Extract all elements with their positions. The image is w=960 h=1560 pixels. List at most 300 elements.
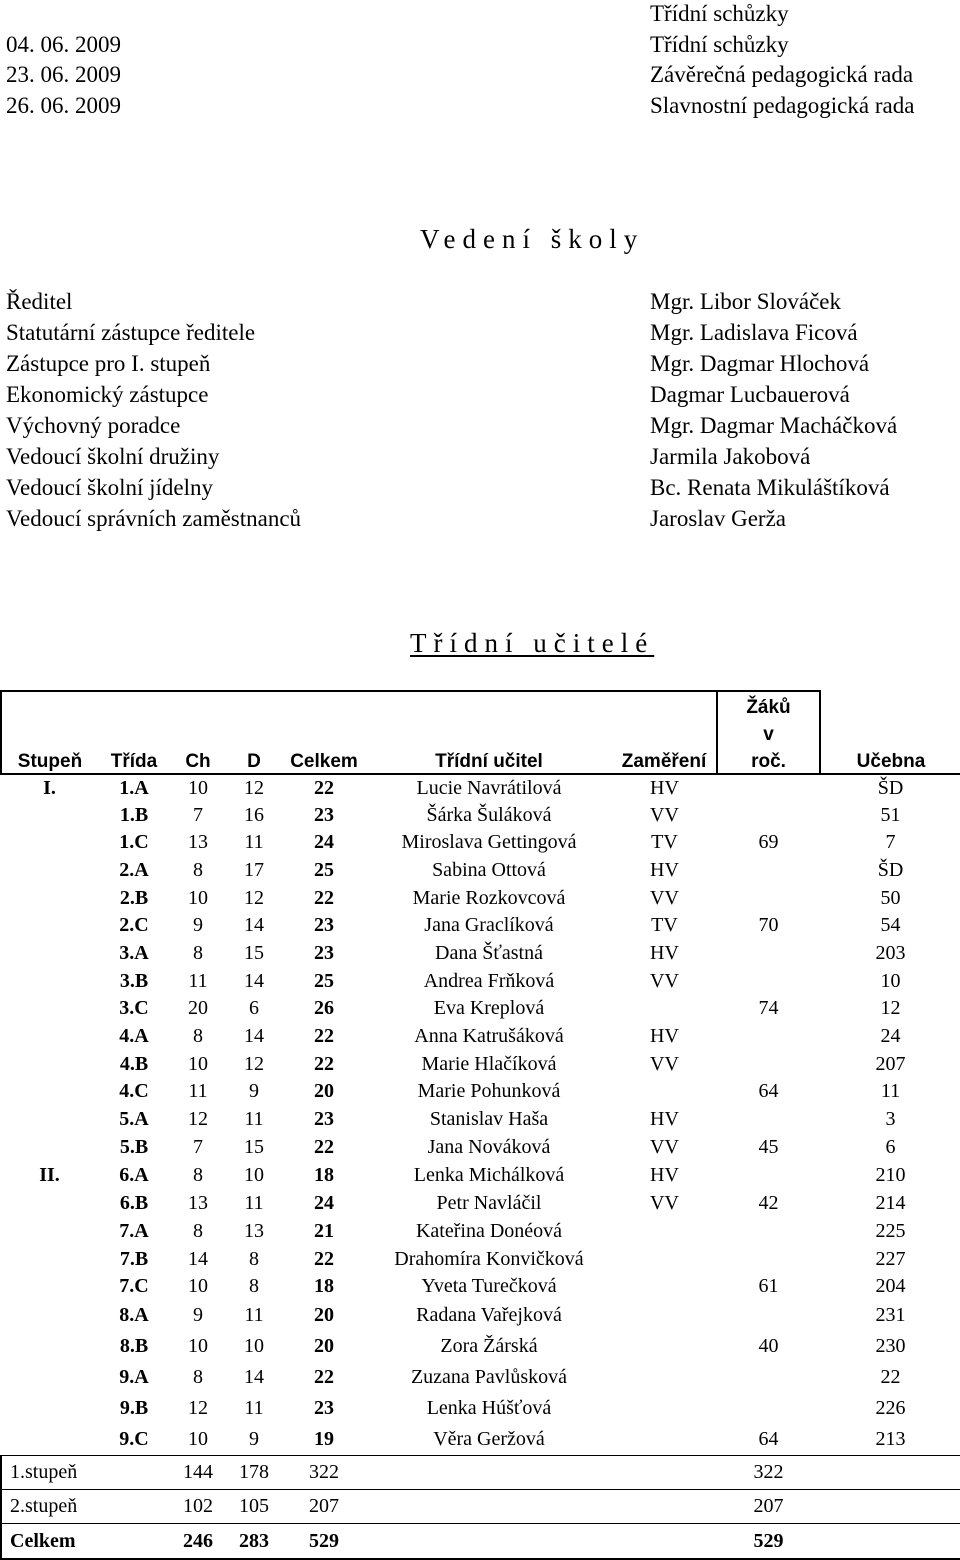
cell-pupils-year — [717, 1300, 820, 1331]
cell-girls: 11 — [244, 831, 264, 853]
cell-boys: 8 — [193, 1366, 203, 1388]
cell-total: 22 — [314, 1248, 334, 1270]
cell-boys: 14 — [188, 1248, 208, 1270]
summary-boys: 102 — [170, 1490, 226, 1524]
cell-pupils-year — [717, 1362, 820, 1393]
cell-pupils-year: 70 — [758, 914, 779, 936]
cell-room: 204 — [875, 1275, 906, 1297]
cell-class: 5.A — [119, 1108, 149, 1130]
cell-pupils-year: 42 — [758, 1192, 779, 1214]
person-name: Mgr. Libor Slováček — [650, 289, 841, 314]
cell-focus — [612, 1424, 717, 1456]
cell-stage — [1, 802, 98, 829]
cell-teacher: Petr Navláčil — [436, 1192, 542, 1214]
date-3: 23. 06. 2009 — [6, 62, 121, 87]
header-pupils-year: Žáků — [717, 691, 820, 719]
cell-focus: HV — [650, 1108, 679, 1130]
cell-total: 23 — [314, 914, 334, 936]
cell-total: 22 — [314, 1136, 334, 1158]
cell-room: 213 — [875, 1428, 906, 1450]
cell-stage — [1, 1217, 98, 1246]
cell-stage — [1, 885, 98, 912]
summary-boys: 246 — [170, 1524, 226, 1560]
cell-boys: 11 — [188, 970, 208, 992]
cell-teacher: Marie Pohunková — [417, 1080, 561, 1102]
summary-label: Celkem — [1, 1524, 170, 1560]
summary-girls: 178 — [226, 1456, 282, 1490]
cell-boys: 12 — [188, 1108, 208, 1130]
header-room: Učebna — [820, 746, 960, 774]
table-row — [1, 968, 960, 995]
cell-class: 2.A — [119, 859, 149, 881]
cell-pupils-year — [717, 1051, 820, 1078]
cell-stage — [1, 1190, 98, 1217]
cell-girls: 8 — [249, 1275, 259, 1297]
cell-pupils-year — [717, 885, 820, 912]
cell-focus — [612, 1273, 717, 1300]
cell-teacher: Lucie Navrátilová — [416, 777, 562, 799]
cell-girls: 14 — [244, 1025, 264, 1047]
cell-teacher: Lenka Húšťová — [426, 1397, 552, 1419]
teachers-table — [0, 690, 960, 1560]
cell-class: 1.C — [119, 831, 149, 853]
cell-teacher: Andrea Frňková — [423, 970, 555, 992]
summary-empty — [612, 1524, 717, 1560]
person-name: Mgr. Dagmar Hlochová — [650, 351, 870, 376]
cell-room: ŠD — [877, 777, 904, 799]
cell-stage — [1, 1134, 98, 1161]
header-row-1 — [1, 691, 960, 719]
cell-teacher: Zuzana Pavlůsková — [410, 1366, 568, 1388]
summary-empty — [820, 1490, 960, 1524]
cell-boys: 7 — [193, 804, 203, 826]
cell-focus — [612, 1362, 717, 1393]
role-label: Ředitel — [6, 289, 73, 314]
table-row — [1, 1161, 960, 1190]
person-name: Dagmar Lucbauerová — [650, 382, 850, 407]
cell-class: 8.B — [119, 1335, 149, 1357]
cell-stage — [1, 1246, 98, 1273]
cell-stage — [1, 1078, 98, 1105]
cell-teacher: Anna Katrušáková — [414, 1025, 564, 1047]
cell-total: 23 — [314, 804, 334, 826]
cell-teacher: Radana Vařejková — [416, 1304, 562, 1326]
cell-focus: VV — [650, 1053, 679, 1075]
cell-girls: 11 — [244, 1397, 264, 1419]
cell-girls: 10 — [244, 1164, 264, 1186]
date-4: 26. 06. 2009 — [6, 93, 121, 118]
cell-room: 51 — [880, 804, 901, 826]
cell-class: 3.B — [119, 970, 149, 992]
cell-pupils-year — [717, 1022, 820, 1051]
cell-pupils-year: 61 — [758, 1275, 779, 1297]
cell-teacher: Jana Graclíková — [424, 914, 554, 936]
cell-girls: 13 — [244, 1220, 264, 1242]
cell-focus: VV — [650, 804, 679, 826]
cell-boys: 8 — [193, 1025, 203, 1047]
table-row — [1, 1393, 960, 1424]
header-row-3 — [1, 746, 960, 774]
date-2: 04. 06. 2009 — [6, 32, 121, 57]
cell-girls: 14 — [244, 970, 264, 992]
cell-total: 23 — [314, 942, 334, 964]
cell-girls: 12 — [244, 777, 264, 799]
cell-class: 1.B — [119, 804, 149, 826]
table-row — [1, 1362, 960, 1393]
cell-total: 20 — [314, 1080, 334, 1102]
cell-teacher: Drahomíra Konvičková — [394, 1248, 584, 1270]
cell-pupils-year — [717, 1246, 820, 1273]
summary-row — [1, 1456, 960, 1490]
role-label: Vedoucí školní družiny — [6, 444, 220, 469]
cell-room: 203 — [875, 942, 906, 964]
cell-pupils-year — [717, 1105, 820, 1134]
summary-total: 322 — [282, 1456, 366, 1490]
cell-room: 11 — [880, 1080, 901, 1102]
cell-focus — [612, 1331, 717, 1362]
cell-boys: 10 — [188, 777, 208, 799]
cell-room: 6 — [885, 1136, 896, 1158]
header-teacher: Třídní učitel — [366, 746, 612, 774]
cell-girls: 11 — [244, 1192, 264, 1214]
cell-stage — [1, 1051, 98, 1078]
cell-focus — [612, 1078, 717, 1105]
cell-focus: TV — [651, 831, 678, 853]
cell-class: 8.A — [119, 1304, 149, 1326]
cell-room: 226 — [875, 1397, 906, 1419]
cell-stage — [1, 1300, 98, 1331]
table-row — [1, 856, 960, 885]
cell-boys: 8 — [193, 1164, 203, 1186]
cell-girls: 8 — [249, 1248, 259, 1270]
summary-empty — [366, 1456, 612, 1490]
table-body — [1, 774, 960, 1559]
table-row — [1, 1105, 960, 1134]
cell-class: 4.C — [119, 1080, 149, 1102]
table-row — [1, 774, 960, 802]
cell-focus — [612, 1217, 717, 1246]
table-row — [1, 912, 960, 939]
cell-girls: 10 — [244, 1335, 264, 1357]
table-row — [1, 1078, 960, 1105]
role-label: Ekonomický zástupce — [6, 382, 209, 407]
summary-pupils-year: 207 — [717, 1490, 820, 1524]
cell-total: 22 — [314, 1053, 334, 1075]
cell-focus: HV — [650, 1164, 679, 1186]
cell-teacher: Lenka Michálková — [413, 1164, 565, 1186]
cell-girls: 9 — [249, 1428, 259, 1450]
summary-label: 1.stupeň — [1, 1456, 170, 1490]
person-name: Mgr. Dagmar Macháčková — [650, 413, 898, 438]
cell-class: 4.A — [119, 1025, 149, 1047]
cell-class: 7.C — [119, 1275, 149, 1297]
cell-room: 230 — [875, 1335, 906, 1357]
cell-class: 7.A — [119, 1220, 149, 1242]
cell-total: 20 — [314, 1304, 334, 1326]
summary-empty — [612, 1456, 717, 1490]
cell-room: 12 — [880, 997, 901, 1019]
cell-girls: 11 — [244, 1304, 264, 1326]
management-roles — [6, 286, 301, 534]
cell-teacher: Dana Šťastná — [435, 942, 543, 964]
cell-total: 24 — [314, 1192, 334, 1214]
cell-pupils-year — [717, 856, 820, 885]
cell-total: 22 — [314, 777, 334, 799]
cell-teacher: Kateřina Donéová — [415, 1220, 563, 1242]
cell-pupils-year — [717, 1393, 820, 1424]
header-pupils-year-3: roč. — [717, 746, 820, 774]
cell-focus — [612, 995, 717, 1022]
cell-focus — [612, 1246, 717, 1273]
cell-pupils-year — [717, 802, 820, 829]
cell-pupils-year — [717, 774, 820, 802]
role-label: Statutární zástupce ředitele — [6, 320, 256, 345]
cell-teacher: Šárka Šuláková — [426, 804, 552, 826]
cell-focus: HV — [650, 1025, 679, 1047]
cell-class: 9.B — [119, 1397, 149, 1419]
cell-pupils-year — [717, 939, 820, 968]
cell-boys: 11 — [188, 1080, 208, 1102]
role-label: Zástupce pro I. stupeň — [6, 351, 211, 376]
cell-stage — [1, 1022, 98, 1051]
table-row — [1, 995, 960, 1022]
cell-girls: 6 — [249, 997, 259, 1019]
event-4: Slavnostní pedagogická rada — [650, 93, 915, 118]
table-row — [1, 1217, 960, 1246]
cell-class: 9.C — [119, 1428, 149, 1450]
cell-boys: 13 — [188, 1192, 208, 1214]
table-row — [1, 1190, 960, 1217]
cell-room: 50 — [880, 887, 901, 909]
cell-total: 18 — [314, 1164, 334, 1186]
cell-class: 2.C — [119, 914, 149, 936]
cell-total: 23 — [314, 1397, 334, 1419]
cell-stage — [1, 856, 98, 885]
cell-room: 225 — [875, 1220, 906, 1242]
summary-girls: 283 — [226, 1524, 282, 1560]
summary-empty — [612, 1490, 717, 1524]
cell-boys: 8 — [193, 942, 203, 964]
table-row — [1, 939, 960, 968]
cell-girls: 17 — [244, 859, 264, 881]
cell-room: 22 — [880, 1366, 901, 1388]
cell-stage — [1, 1424, 98, 1456]
cell-boys: 8 — [193, 859, 203, 881]
management-names — [650, 286, 897, 534]
cell-total: 22 — [314, 1366, 334, 1388]
cell-focus: TV — [651, 914, 678, 936]
summary-row — [1, 1490, 960, 1524]
cell-total: 19 — [314, 1428, 334, 1450]
summary-label: 2.stupeň — [1, 1490, 170, 1524]
cell-boys: 10 — [188, 1335, 208, 1357]
cell-girls: 16 — [244, 804, 264, 826]
header-total: Celkem — [282, 746, 366, 774]
cell-girls: 14 — [244, 914, 264, 936]
cell-total: 22 — [314, 887, 334, 909]
role-label: Vedoucí správních zaměstnanců — [6, 506, 302, 531]
header-focus: Zaměření — [612, 746, 717, 774]
cell-total: 23 — [314, 1108, 334, 1130]
table-row — [1, 1051, 960, 1078]
header-class: Třída — [98, 746, 170, 774]
summary-boys: 144 — [170, 1456, 226, 1490]
header-pupils-year-2: v — [717, 719, 820, 746]
cell-pupils-year: 64 — [758, 1428, 779, 1450]
cell-focus — [612, 1393, 717, 1424]
summary-pupils-year: 529 — [717, 1524, 820, 1560]
cell-stage — [1, 1362, 98, 1393]
cell-total: 24 — [314, 831, 334, 853]
cell-boys: 12 — [188, 1397, 208, 1419]
header-row-2 — [1, 719, 960, 746]
cell-pupils-year: 69 — [758, 831, 779, 853]
cell-class: 3.C — [119, 997, 149, 1019]
management-title: Vedení školy — [420, 224, 645, 254]
cell-room: 3 — [885, 1108, 896, 1130]
cell-pupils-year — [717, 1161, 820, 1190]
table-row — [1, 1246, 960, 1273]
person-name: Jarmila Jakobová — [650, 444, 811, 469]
cell-class: 6.A — [119, 1164, 149, 1186]
cell-girls: 15 — [244, 1136, 264, 1158]
person-name: Bc. Renata Mikuláštíková — [650, 475, 890, 500]
cell-room: 7 — [885, 831, 896, 853]
cell-boys: 9 — [193, 1304, 203, 1326]
cell-stage: I. — [43, 777, 56, 799]
person-name: Jaroslav Gerža — [650, 506, 787, 531]
cell-girls: 9 — [249, 1080, 259, 1102]
cell-girls: 12 — [244, 887, 264, 909]
cell-focus: HV — [650, 942, 679, 964]
cell-boys: 20 — [188, 997, 208, 1019]
cell-stage — [1, 1273, 98, 1300]
cell-total: 18 — [314, 1275, 334, 1297]
cell-stage — [1, 939, 98, 968]
cell-room: 207 — [875, 1053, 906, 1075]
cell-class: 9.A — [119, 1366, 149, 1388]
cell-stage — [1, 995, 98, 1022]
summary-total: 529 — [282, 1524, 366, 1560]
summary-empty — [366, 1524, 612, 1560]
cell-focus — [612, 1300, 717, 1331]
cell-girls: 11 — [244, 1108, 264, 1130]
cell-teacher: Marie Hlačíková — [421, 1053, 557, 1075]
cell-stage — [1, 1105, 98, 1134]
cell-girls: 12 — [244, 1053, 264, 1075]
cell-boys: 9 — [193, 914, 203, 936]
cell-room: 214 — [875, 1192, 906, 1214]
cell-room: 227 — [875, 1248, 906, 1270]
cell-teacher: Věra Geržová — [433, 1428, 545, 1450]
table-row — [1, 1300, 960, 1331]
cell-room: 10 — [880, 970, 901, 992]
summary-girls: 105 — [226, 1490, 282, 1524]
summary-empty — [820, 1524, 960, 1560]
cell-teacher: Yveta Turečková — [421, 1275, 557, 1297]
cell-boys: 10 — [188, 1428, 208, 1450]
cell-teacher: Marie Rozkovcová — [412, 887, 566, 909]
cell-total: 22 — [314, 1025, 334, 1047]
table-row — [1, 1273, 960, 1300]
summary-total: 207 — [282, 1490, 366, 1524]
header-stage: Stupeň — [1, 746, 98, 774]
cell-focus: VV — [650, 1136, 679, 1158]
cell-pupils-year: 74 — [758, 997, 779, 1019]
cell-stage — [1, 912, 98, 939]
cell-boys: 7 — [193, 1136, 203, 1158]
header-girls: D — [226, 746, 282, 774]
table-row — [1, 829, 960, 856]
event-2: Třídní schůzky — [650, 32, 789, 57]
cell-boys: 10 — [188, 1053, 208, 1075]
cell-stage — [1, 829, 98, 856]
cell-focus: HV — [650, 859, 679, 881]
cell-total: 25 — [314, 859, 334, 881]
summary-pupils-year: 322 — [717, 1456, 820, 1490]
table-row — [1, 885, 960, 912]
cell-class: 6.B — [119, 1192, 149, 1214]
cell-class: 3.A — [119, 942, 149, 964]
cell-teacher: Eva Kreplová — [433, 997, 545, 1019]
cell-teacher: Miroslava Gettingová — [401, 831, 577, 853]
event-1: Třídní schůzky — [650, 1, 789, 26]
cell-pupils-year: 64 — [758, 1080, 779, 1102]
role-label: Výchovný poradce — [6, 413, 181, 438]
summary-row — [1, 1524, 960, 1560]
cell-total: 21 — [314, 1220, 334, 1242]
table-row — [1, 1022, 960, 1051]
teachers-title: Třídní učitelé — [410, 628, 655, 658]
event-3: Závěrečná pedagogická rada — [650, 62, 914, 87]
cell-boys: 10 — [188, 887, 208, 909]
cell-focus: VV — [650, 887, 679, 909]
cell-teacher: Jana Nováková — [427, 1136, 551, 1158]
cell-stage: II. — [39, 1164, 60, 1186]
cell-boys: 13 — [188, 831, 208, 853]
table-row — [1, 1331, 960, 1362]
cell-total: 25 — [314, 970, 334, 992]
cell-class: 2.B — [119, 887, 149, 909]
cell-boys: 8 — [193, 1220, 203, 1242]
cell-focus: HV — [650, 777, 679, 799]
table-row — [1, 1424, 960, 1456]
cell-focus: VV — [650, 970, 679, 992]
summary-empty — [820, 1456, 960, 1490]
cell-stage — [1, 968, 98, 995]
cell-stage — [1, 1393, 98, 1424]
cell-boys: 10 — [188, 1275, 208, 1297]
cell-pupils-year — [717, 968, 820, 995]
cell-pupils-year — [717, 1217, 820, 1246]
cell-girls: 14 — [244, 1366, 264, 1388]
person-name: Mgr. Ladislava Ficová — [650, 320, 858, 345]
cell-room: 231 — [875, 1304, 906, 1326]
cell-stage — [1, 1331, 98, 1362]
cell-class: 1.A — [119, 777, 149, 799]
cell-class: 4.B — [119, 1053, 149, 1075]
cell-teacher: Zora Žárská — [440, 1335, 538, 1357]
table-row — [1, 802, 960, 829]
cell-pupils-year: 45 — [758, 1136, 779, 1158]
cell-pupils-year: 40 — [758, 1335, 779, 1357]
cell-total: 26 — [314, 997, 334, 1019]
cell-teacher: Sabina Ottová — [432, 859, 546, 881]
cell-total: 20 — [314, 1335, 334, 1357]
cell-room: 24 — [880, 1025, 901, 1047]
cell-girls: 15 — [244, 942, 264, 964]
role-label: Vedoucí školní jídelny — [6, 475, 213, 500]
